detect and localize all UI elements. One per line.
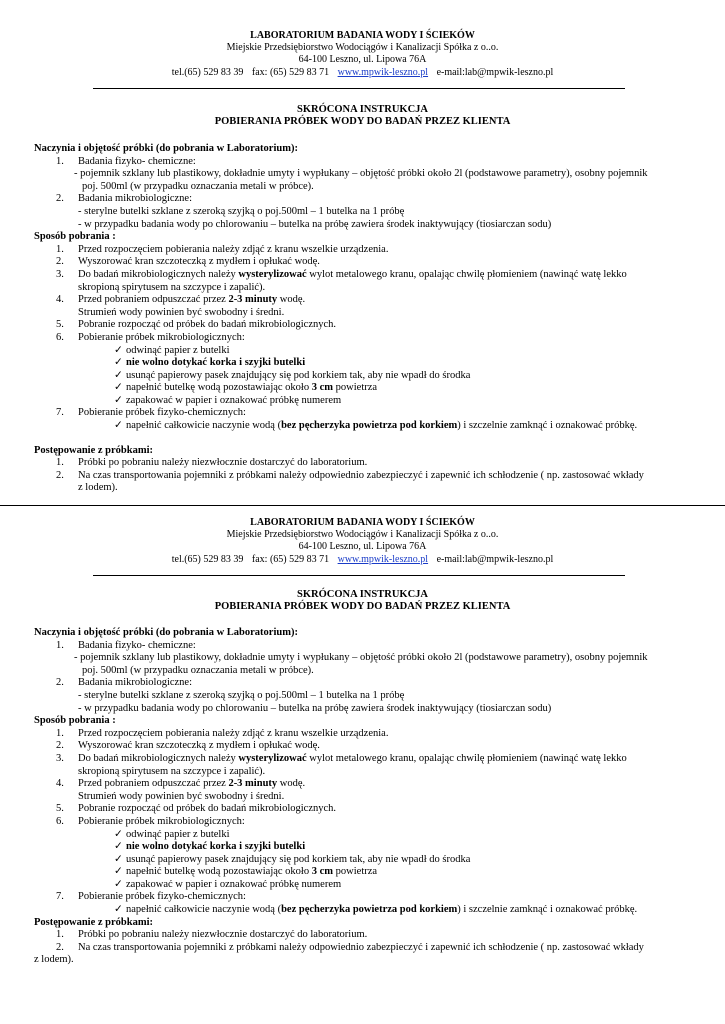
letterhead (0, 517, 725, 566)
check-icon: ✓ (114, 866, 123, 878)
list-item: 7. Pobieranie próbek fizyko-chemicznych: (56, 407, 246, 419)
list-item: 2. Badania mikrobiologiczne: (56, 193, 193, 205)
list-item: 7. Pobieranie próbek fizyko-chemicznych: (56, 891, 246, 903)
list-item: 1. Badania fizyko- chemiczne: (56, 639, 196, 651)
list-item: 6. Pobieranie próbek mikrobiologicznych: (56, 331, 245, 343)
list-item-text: Strumień wody powinien być swobodny i średni. (78, 306, 285, 318)
check-item: ✓ napełnić całkowicie naczynie wodą (bez pęcherzyka powietrza pod korkiem) i szczelnie zamknąć i oznakować próbkę. (114, 904, 638, 916)
instruction-body (34, 627, 674, 967)
check-item: ✓ zapakować w papier i oznakować próbkę numerem (114, 394, 342, 406)
check-item: ✓ nie wolno dotykać korka i szyjki butelki (114, 841, 306, 853)
list-item: 5. Pobranie rozpocząć od próbek do badań mikrobiologicznych. (56, 803, 337, 815)
list-item: 1. Badania fizyko- chemiczne: (56, 155, 196, 167)
list-item: 3. Do badań mikrobiologicznych należy wysterylizować wylot metalowego kranu, opalając chwilę płomieniem (nawinąć watę lekko (56, 752, 627, 764)
handling-heading: Postępowanie z próbkami: (34, 916, 153, 928)
letterhead (0, 30, 725, 79)
check-icon: ✓ (114, 841, 123, 853)
list-item: 1. Próbki po pobraniu należy niezwłocznie dostarczyć do laboratorium. (56, 457, 368, 469)
email: e-mail:lab@mpwik-leszno.pl (436, 66, 554, 78)
check-icon: ✓ (114, 344, 123, 356)
method-heading: Sposób pobrania : (34, 231, 116, 243)
document-title (0, 104, 725, 129)
title-line-1: SKRÓCONA INSTRUKCJA (297, 589, 428, 600)
list-item: 6. Pobieranie próbek mikrobiologicznych: (56, 815, 245, 827)
list-item-text: poj. 500ml (w przypadku oznaczania metali w próbce). (82, 180, 314, 192)
list-item-text: - sterylne butelki szklane z szeroką szyjką o poj.500ml – 1 butelka na 1 próbę (78, 205, 405, 217)
list-item: 2. Na czas transportowania pojemniki z próbkami należy odpowiednio zabezpieczyć i zapewnić ich schłodzenie ( np. zastosować wkłady (56, 941, 644, 953)
instruction-body (34, 143, 674, 495)
contact-line (0, 554, 725, 566)
list-item: 2. Wyszorować kran szczoteczką z mydłem i opłukać wodę. (56, 256, 320, 268)
check-item: ✓ napełnić butelkę wodą pozostawiając około 3 cm powietrza (114, 866, 378, 878)
check-icon: ✓ (114, 394, 123, 406)
list-item-text: z lodem). (34, 954, 74, 966)
check-item: ✓ napełnić butelkę wodą pozostawiając około 3 cm powietrza (114, 382, 378, 394)
check-item: ✓ odwinąć papier z butelki (114, 828, 230, 840)
check-item: ✓ odwinąć papier z butelki (114, 344, 230, 356)
check-icon: ✓ (114, 828, 123, 840)
check-item: ✓ usunąć papierowy pasek znajdujący się pod korkiem tak, aby nie wpadł do środka (114, 369, 471, 381)
address: 64-100 Leszno, ul. Lipowa 76A (298, 541, 427, 553)
title-line-1: SKRÓCONA INSTRUKCJA (297, 104, 428, 115)
address: 64-100 Leszno, ul. Lipowa 76A (298, 54, 427, 66)
title-line-2: POBIERANIA PRÓBEK WODY DO BADAŃ PRZEZ KLIENTA (214, 601, 511, 613)
document-title (0, 589, 725, 614)
list-item: 1. Przed rozpoczęciem pobierania należy zdjąć z kranu wszelkie urządzenia. (56, 727, 389, 739)
check-icon: ✓ (114, 904, 123, 916)
cut-line (0, 505, 725, 506)
title-line-2: POBIERANIA PRÓBEK WODY DO BADAŃ PRZEZ KLIENTA (214, 116, 511, 128)
list-item-text: skropioną spirytusem na szczypce i zapalić). (78, 765, 266, 777)
instruction-copy-bottom (0, 517, 725, 966)
email: e-mail:lab@mpwik-leszno.pl (436, 553, 554, 565)
list-item: 4. Przed pobraniem odpuszczać przez 2-3 minuty wodę. (56, 294, 306, 306)
list-item-text: - pojemnik szklany lub plastikowy, dokładnie umyty i wypłukany – objętość próbki około 2l (podstawowe parametry), osobny pojemnik (74, 168, 648, 180)
list-item: 3. Do badań mikrobiologicznych należy wysterylizować wylot metalowego kranu, opalając chwilę płomieniem (nawinąć watę lekko (56, 268, 627, 280)
list-item: 2. Na czas transportowania pojemniki z próbkami należy odpowiednio zabezpieczyć i zapewnić ich schłodzenie ( np. zastosować wkłady (56, 469, 644, 481)
check-item: ✓ nie wolno dotykać korka i szyjki butelki (114, 357, 306, 369)
check-icon: ✓ (114, 878, 123, 890)
containers-heading: Naczynia i objętość próbki (do pobrania w Laboratorium): (34, 627, 298, 638)
company-name: Miejskie Przedsiębiorstwo Wodociągów i Kanalizacji Spółka z o..o. (226, 42, 499, 54)
list-item-text: - w przypadku badania wody po chlorowaniu – butelka na próbę zawiera środek inaktywujący (tiosiarczan sodu) (78, 702, 552, 714)
company-name: Miejskie Przedsiębiorstwo Wodociągów i Kanalizacji Spółka z o..o. (226, 529, 499, 541)
list-item: 1. Przed rozpoczęciem pobierania należy zdjąć z kranu wszelkie urządzenia. (56, 243, 389, 255)
list-item: 4. Przed pobraniem odpuszczać przez 2-3 minuty wodę. (56, 778, 306, 790)
contact-line (0, 67, 725, 79)
list-item-text: z lodem). (78, 482, 118, 494)
header-rule (93, 575, 625, 576)
method-heading: Sposób pobrania : (34, 715, 116, 727)
list-item-text: poj. 500ml (w przypadku oznaczania metali w próbce). (82, 664, 314, 676)
list-item-text: - w przypadku badania wody po chlorowaniu – butelka na próbę zawiera środek inaktywujący (tiosiarczan sodu) (78, 218, 552, 230)
phone: tel.(65) 529 83 39 (171, 66, 244, 78)
instruction-copy-top (0, 30, 725, 494)
lab-name: LABORATORIUM BADANIA WODY I ŚCIEKÓW (250, 517, 475, 528)
check-icon: ✓ (114, 853, 123, 865)
check-icon: ✓ (114, 382, 123, 394)
lab-name: LABORATORIUM BADANIA WODY I ŚCIEKÓW (250, 30, 475, 41)
phone: tel.(65) 529 83 39 (171, 553, 244, 565)
website-link[interactable]: www.mpwik-leszno.pl (337, 553, 429, 565)
handling-heading: Postępowanie z próbkami: (34, 444, 153, 456)
check-icon: ✓ (114, 357, 123, 369)
check-icon: ✓ (114, 369, 123, 381)
check-item: ✓ usunąć papierowy pasek znajdujący się pod korkiem tak, aby nie wpadł do środka (114, 853, 471, 865)
check-item: ✓ napełnić całkowicie naczynie wodą (bez pęcherzyka powietrza pod korkiem) i szczelnie zamknąć i oznakować próbkę. (114, 420, 638, 432)
check-icon: ✓ (114, 420, 123, 432)
website-link[interactable]: www.mpwik-leszno.pl (337, 66, 429, 78)
list-item-text: - pojemnik szklany lub plastikowy, dokładnie umyty i wypłukany – objętość próbki około 2l (podstawowe parametry), osobny pojemnik (74, 652, 648, 664)
list-item: 2. Badania mikrobiologiczne: (56, 677, 193, 689)
list-item: 5. Pobranie rozpocząć od próbek do badań mikrobiologicznych. (56, 319, 337, 331)
fax: fax: (65) 529 83 71 (251, 553, 330, 565)
fax: fax: (65) 529 83 71 (251, 66, 330, 78)
containers-heading: Naczynia i objętość próbki (do pobrania w Laboratorium): (34, 143, 298, 154)
list-item-text: skropioną spirytusem na szczypce i zapalić). (78, 281, 266, 293)
list-item-text: - sterylne butelki szklane z szeroką szyjką o poj.500ml – 1 butelka na 1 próbę (78, 689, 405, 701)
list-item-text: Strumień wody powinien być swobodny i średni. (78, 790, 285, 802)
check-item: ✓ zapakować w papier i oznakować próbkę numerem (114, 878, 342, 890)
list-item: 2. Wyszorować kran szczoteczką z mydłem i opłukać wodę. (56, 740, 320, 752)
list-item: 1. Próbki po pobraniu należy niezwłocznie dostarczyć do laboratorium. (56, 929, 368, 941)
header-rule (93, 88, 625, 89)
